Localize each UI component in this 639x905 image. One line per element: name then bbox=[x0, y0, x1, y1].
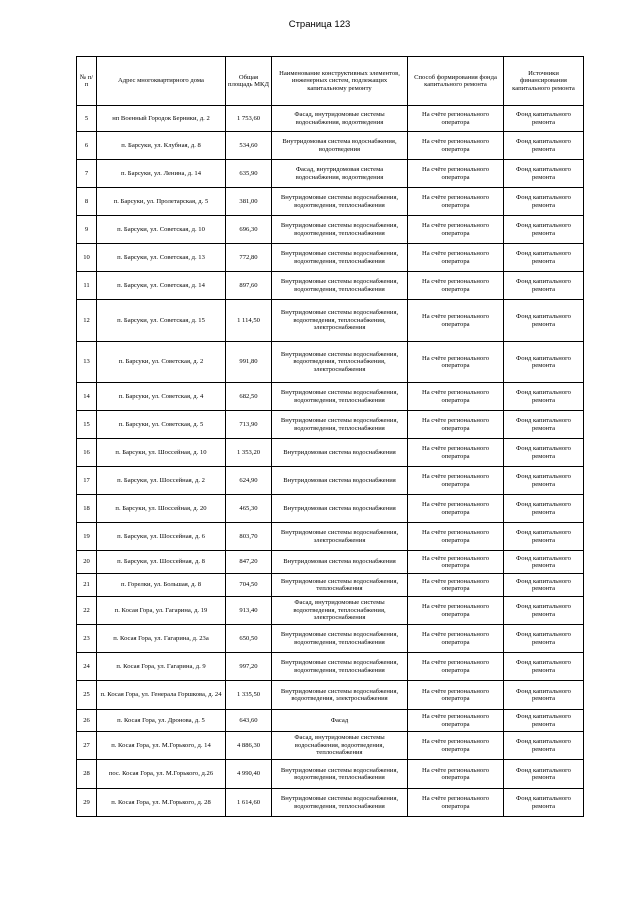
cell-number: 11 bbox=[77, 272, 97, 300]
cell-area: 1 353,20 bbox=[226, 439, 272, 467]
table-row bbox=[77, 653, 584, 681]
table-row bbox=[77, 574, 584, 597]
cell-area: 534,60 bbox=[226, 132, 272, 160]
cell-area: 4 990,40 bbox=[226, 760, 272, 789]
cell-address: п. Горелки, ул. Большая, д. 8 bbox=[97, 574, 226, 597]
cell-elements: Фасад, внутридомовая система водоснабжения, водоотведения bbox=[272, 160, 408, 188]
cell-funding-method: На счёте регионального оператора bbox=[408, 710, 504, 732]
table-row bbox=[77, 551, 584, 574]
cell-elements: Внутридомовые системы водоснабжения, теплоснабжения bbox=[272, 574, 408, 597]
table-row bbox=[77, 160, 584, 188]
cell-address: п. Барсуки, ул. Клубная, д. 8 bbox=[97, 132, 226, 160]
cell-funding-source: Фонд капитального ремонта bbox=[504, 383, 584, 411]
cell-address: п. Косая Гора, ул. М.Горького, д. 28 bbox=[97, 789, 226, 817]
cell-funding-method: На счёте регионального оператора bbox=[408, 244, 504, 272]
cell-area: 643,60 bbox=[226, 710, 272, 732]
table-row bbox=[77, 523, 584, 551]
cell-area: 847,20 bbox=[226, 551, 272, 574]
cell-funding-source: Фонд капитального ремонта bbox=[504, 244, 584, 272]
cell-funding-source: Фонд капитального ремонта bbox=[504, 188, 584, 216]
col-header-number: № п/п bbox=[77, 57, 97, 106]
cell-area: 465,30 bbox=[226, 495, 272, 523]
cell-area: 1 614,60 bbox=[226, 789, 272, 817]
cell-elements: Внутридомовая система водоснабжения bbox=[272, 551, 408, 574]
cell-elements: Фасад, внутридомовые системы водоснабжения, водоотведения bbox=[272, 106, 408, 132]
cell-funding-source: Фонд капитального ремонта bbox=[504, 300, 584, 342]
cell-funding-source: Фонд капитального ремонта bbox=[504, 467, 584, 495]
cell-number: 9 bbox=[77, 216, 97, 244]
cell-address: п. Барсуки, ул. Советская, д. 10 bbox=[97, 216, 226, 244]
cell-area: 897,60 bbox=[226, 272, 272, 300]
cell-elements: Внутридомовые системы водоснабжения, водоотведения, теплоснабжения bbox=[272, 789, 408, 817]
cell-elements: Внутридомовые системы водоснабжения, водоотведения, теплоснабжения, электроснабжения bbox=[272, 342, 408, 383]
cell-address: п. Барсуки, ул. Советская, д. 4 bbox=[97, 383, 226, 411]
cell-address: п. Барсуки, ул. Шоссейная, д. 8 bbox=[97, 551, 226, 574]
cell-area: 4 886,30 bbox=[226, 732, 272, 760]
cell-number: 20 bbox=[77, 551, 97, 574]
cell-elements: Фасад, внутридомовые системы водоотведения, теплоснабжения, электроснабжения bbox=[272, 597, 408, 625]
cell-funding-source: Фонд капитального ремонта bbox=[504, 411, 584, 439]
col-header-elements: Наименование конструктивных элементов, инженерных систем, подлежащих капитальному ремонту bbox=[272, 57, 408, 106]
cell-elements: Внутридомовые системы водоснабжения, электроснабжения bbox=[272, 523, 408, 551]
cell-elements: Внутридомовая система водоснабжения, водоотведения bbox=[272, 132, 408, 160]
cell-funding-method: На счёте регионального оператора bbox=[408, 551, 504, 574]
cell-number: 25 bbox=[77, 681, 97, 710]
cell-number: 23 bbox=[77, 625, 97, 653]
table-row bbox=[77, 681, 584, 710]
cell-number: 18 bbox=[77, 495, 97, 523]
cell-number: 19 bbox=[77, 523, 97, 551]
cell-elements: Внутридомовые системы водоснабжения, водоотведения, теплоснабжения bbox=[272, 188, 408, 216]
cell-funding-method: На счёте регионального оператора bbox=[408, 495, 504, 523]
col-header-area: Общая площадь МКД bbox=[226, 57, 272, 106]
cell-funding-method: На счёте регионального оператора bbox=[408, 383, 504, 411]
cell-funding-method: На счёте регионального оператора bbox=[408, 574, 504, 597]
cell-funding-method: На счёте регионального оператора bbox=[408, 789, 504, 817]
cell-elements: Внутридомовые системы водоснабжения, водоотведения, теплоснабжения bbox=[272, 216, 408, 244]
cell-number: 22 bbox=[77, 597, 97, 625]
cell-elements: Внутридомовые системы водоснабжения, водоотведения, электроснабжения bbox=[272, 681, 408, 710]
table-body bbox=[77, 106, 584, 817]
table-row bbox=[77, 383, 584, 411]
cell-elements: Внутридомовые системы водоснабжения, водоотведения, теплоснабжения bbox=[272, 760, 408, 789]
cell-address: п. Косая Гора, ул. Дронова, д. 5 bbox=[97, 710, 226, 732]
cell-funding-source: Фонд капитального ремонта bbox=[504, 551, 584, 574]
cell-elements: Внутридомовые системы водоснабжения, водоотведения, теплоснабжения bbox=[272, 383, 408, 411]
cell-address: п. Барсуки, ул. Шоссейная, д. 6 bbox=[97, 523, 226, 551]
cell-address: п. Косая Гора, ул. М.Горького, д. 14 bbox=[97, 732, 226, 760]
table-row bbox=[77, 188, 584, 216]
cell-elements: Внутридомовые системы водоснабжения, водоотведения, теплоснабжения bbox=[272, 272, 408, 300]
cell-elements: Внутридомовая система водоснабжения bbox=[272, 495, 408, 523]
table-row bbox=[77, 300, 584, 342]
cell-funding-source: Фонд капитального ремонта bbox=[504, 597, 584, 625]
cell-number: 7 bbox=[77, 160, 97, 188]
cell-address: п. Барсуки, ул. Шоссейная, д. 2 bbox=[97, 467, 226, 495]
cell-funding-source: Фонд капитального ремонта bbox=[504, 439, 584, 467]
table-row bbox=[77, 411, 584, 439]
cell-number: 5 bbox=[77, 106, 97, 132]
table-row bbox=[77, 132, 584, 160]
cell-elements: Внутридомовые системы водоснабжения, водоотведения, теплоснабжения bbox=[272, 411, 408, 439]
table-row bbox=[77, 732, 584, 760]
cell-funding-method: На счёте регионального оператора bbox=[408, 188, 504, 216]
cell-area: 991,80 bbox=[226, 342, 272, 383]
cell-funding-source: Фонд капитального ремонта bbox=[504, 216, 584, 244]
cell-area: 1 753,60 bbox=[226, 106, 272, 132]
cell-funding-method: На счёте регионального оператора bbox=[408, 272, 504, 300]
cell-funding-method: На счёте регионального оператора bbox=[408, 681, 504, 710]
cell-funding-method: На счёте регионального оператора bbox=[408, 732, 504, 760]
cell-area: 1 114,50 bbox=[226, 300, 272, 342]
cell-funding-method: На счёте регионального оператора bbox=[408, 132, 504, 160]
cell-elements: Внутридомовые системы водоснабжения, водоотведения, теплоснабжения, электроснабжения bbox=[272, 300, 408, 342]
cell-funding-method: На счёте регионального оператора bbox=[408, 342, 504, 383]
cell-area: 704,50 bbox=[226, 574, 272, 597]
cell-number: 14 bbox=[77, 383, 97, 411]
table-row bbox=[77, 597, 584, 625]
table-row bbox=[77, 216, 584, 244]
cell-funding-method: На счёте регионального оператора bbox=[408, 216, 504, 244]
cell-address: п. Барсуки, ул. Советская, д. 5 bbox=[97, 411, 226, 439]
cell-funding-method: На счёте регионального оператора bbox=[408, 597, 504, 625]
table-row bbox=[77, 467, 584, 495]
cell-funding-source: Фонд капитального ремонта bbox=[504, 710, 584, 732]
cell-address: п. Барсуки, ул. Советская, д. 15 bbox=[97, 300, 226, 342]
cell-funding-source: Фонд капитального ремонта bbox=[504, 342, 584, 383]
cell-area: 913,40 bbox=[226, 597, 272, 625]
cell-area: 650,50 bbox=[226, 625, 272, 653]
cell-area: 381,00 bbox=[226, 188, 272, 216]
cell-area: 803,70 bbox=[226, 523, 272, 551]
cell-elements: Внутридомовые системы водоснабжения, водоотведения, теплоснабжения bbox=[272, 244, 408, 272]
cell-funding-source: Фонд капитального ремонта bbox=[504, 653, 584, 681]
cell-area: 624,90 bbox=[226, 467, 272, 495]
cell-funding-method: На счёте регионального оператора bbox=[408, 760, 504, 789]
cell-funding-source: Фонд капитального ремонта bbox=[504, 681, 584, 710]
cell-area: 997,20 bbox=[226, 653, 272, 681]
cell-address: п. Барсуки, ул. Пролетарская, д. 5 bbox=[97, 188, 226, 216]
cell-area: 696,30 bbox=[226, 216, 272, 244]
cell-number: 29 bbox=[77, 789, 97, 817]
cell-funding-method: На счёте регионального оператора bbox=[408, 467, 504, 495]
cell-address: п. Барсуки, ул. Шоссейная, д. 10 bbox=[97, 439, 226, 467]
cell-funding-source: Фонд капитального ремонта bbox=[504, 789, 584, 817]
cell-address: нп Военный Городок Берники, д. 2 bbox=[97, 106, 226, 132]
cell-elements: Фасад, внутридомовые системы водоснабжения, водоотведения, теплоснабжения bbox=[272, 732, 408, 760]
cell-number: 6 bbox=[77, 132, 97, 160]
cell-address: пос. Косая Гора, ул. М.Горького, д.26 bbox=[97, 760, 226, 789]
cell-funding-source: Фонд капитального ремонта bbox=[504, 760, 584, 789]
cell-number: 8 bbox=[77, 188, 97, 216]
cell-funding-method: На счёте регионального оператора bbox=[408, 653, 504, 681]
cell-number: 10 bbox=[77, 244, 97, 272]
cell-funding-source: Фонд капитального ремонта bbox=[504, 523, 584, 551]
table-row bbox=[77, 710, 584, 732]
cell-area: 772,80 bbox=[226, 244, 272, 272]
cell-number: 26 bbox=[77, 710, 97, 732]
cell-number: 17 bbox=[77, 467, 97, 495]
table-row bbox=[77, 439, 584, 467]
cell-funding-source: Фонд капитального ремонта bbox=[504, 160, 584, 188]
repair-program-table bbox=[76, 56, 584, 817]
col-header-address: Адрес многоквартирного дома bbox=[97, 57, 226, 106]
cell-funding-method: На счёте регионального оператора bbox=[408, 439, 504, 467]
cell-funding-method: На счёте регионального оператора bbox=[408, 106, 504, 132]
cell-number: 16 bbox=[77, 439, 97, 467]
table-row bbox=[77, 244, 584, 272]
cell-funding-method: На счёте регионального оператора bbox=[408, 625, 504, 653]
cell-elements: Внутридомовая система водоснабжения bbox=[272, 467, 408, 495]
cell-number: 12 bbox=[77, 300, 97, 342]
cell-funding-source: Фонд капитального ремонта bbox=[504, 106, 584, 132]
cell-number: 24 bbox=[77, 653, 97, 681]
cell-area: 1 335,50 bbox=[226, 681, 272, 710]
cell-funding-source: Фонд капитального ремонта bbox=[504, 272, 584, 300]
cell-address: п. Косая Гора, ул. Генерала Горшкова, д. 24 bbox=[97, 681, 226, 710]
cell-funding-method: На счёте регионального оператора bbox=[408, 523, 504, 551]
table-row bbox=[77, 342, 584, 383]
cell-address: п. Барсуки, ул. Шоссейная, д. 20 bbox=[97, 495, 226, 523]
cell-number: 21 bbox=[77, 574, 97, 597]
cell-funding-source: Фонд капитального ремонта bbox=[504, 732, 584, 760]
cell-funding-method: На счёте регионального оператора bbox=[408, 300, 504, 342]
table-header-row bbox=[77, 57, 584, 106]
cell-address: п. Барсуки, ул. Советская, д. 2 bbox=[97, 342, 226, 383]
cell-elements: Внутридомовые системы водоснабжения, водоотведения, теплоснабжения bbox=[272, 653, 408, 681]
cell-elements: Внутридомовые системы водоснабжения, водоотведения, теплоснабжения bbox=[272, 625, 408, 653]
cell-funding-source: Фонд капитального ремонта bbox=[504, 625, 584, 653]
page-header: Страница 123 bbox=[288, 19, 351, 30]
cell-number: 13 bbox=[77, 342, 97, 383]
cell-funding-source: Фонд капитального ремонта bbox=[504, 132, 584, 160]
cell-address: п. Косая Гора, ул. Гагарина, д. 9 bbox=[97, 653, 226, 681]
cell-address: п. Барсуки, ул. Советская, д. 13 bbox=[97, 244, 226, 272]
col-header-funding-source: Источники финансирования капитального ремонта bbox=[504, 57, 584, 106]
cell-number: 27 bbox=[77, 732, 97, 760]
table-row bbox=[77, 495, 584, 523]
table-row bbox=[77, 106, 584, 132]
table-row bbox=[77, 760, 584, 789]
cell-area: 682,50 bbox=[226, 383, 272, 411]
cell-address: п. Барсуки, ул. Ленина, д. 14 bbox=[97, 160, 226, 188]
cell-funding-method: На счёте регионального оператора bbox=[408, 160, 504, 188]
cell-address: п. Косая Гора, ул. Гагарина, д. 19 bbox=[97, 597, 226, 625]
cell-elements: Фасад bbox=[272, 710, 408, 732]
cell-area: 635,90 bbox=[226, 160, 272, 188]
table-row bbox=[77, 789, 584, 817]
cell-elements: Внутридомовая система водоснабжения bbox=[272, 439, 408, 467]
table-row bbox=[77, 625, 584, 653]
cell-address: п. Косая Гора, ул. Гагарина, д. 23а bbox=[97, 625, 226, 653]
cell-funding-source: Фонд капитального ремонта bbox=[504, 495, 584, 523]
cell-number: 15 bbox=[77, 411, 97, 439]
cell-number: 28 bbox=[77, 760, 97, 789]
table-row bbox=[77, 272, 584, 300]
cell-funding-source: Фонд капитального ремонта bbox=[504, 574, 584, 597]
col-header-funding-method: Способ формирования фонда капитального ремонта bbox=[408, 57, 504, 106]
cell-area: 713,90 bbox=[226, 411, 272, 439]
cell-funding-method: На счёте регионального оператора bbox=[408, 411, 504, 439]
cell-address: п. Барсуки, ул. Советская, д. 14 bbox=[97, 272, 226, 300]
